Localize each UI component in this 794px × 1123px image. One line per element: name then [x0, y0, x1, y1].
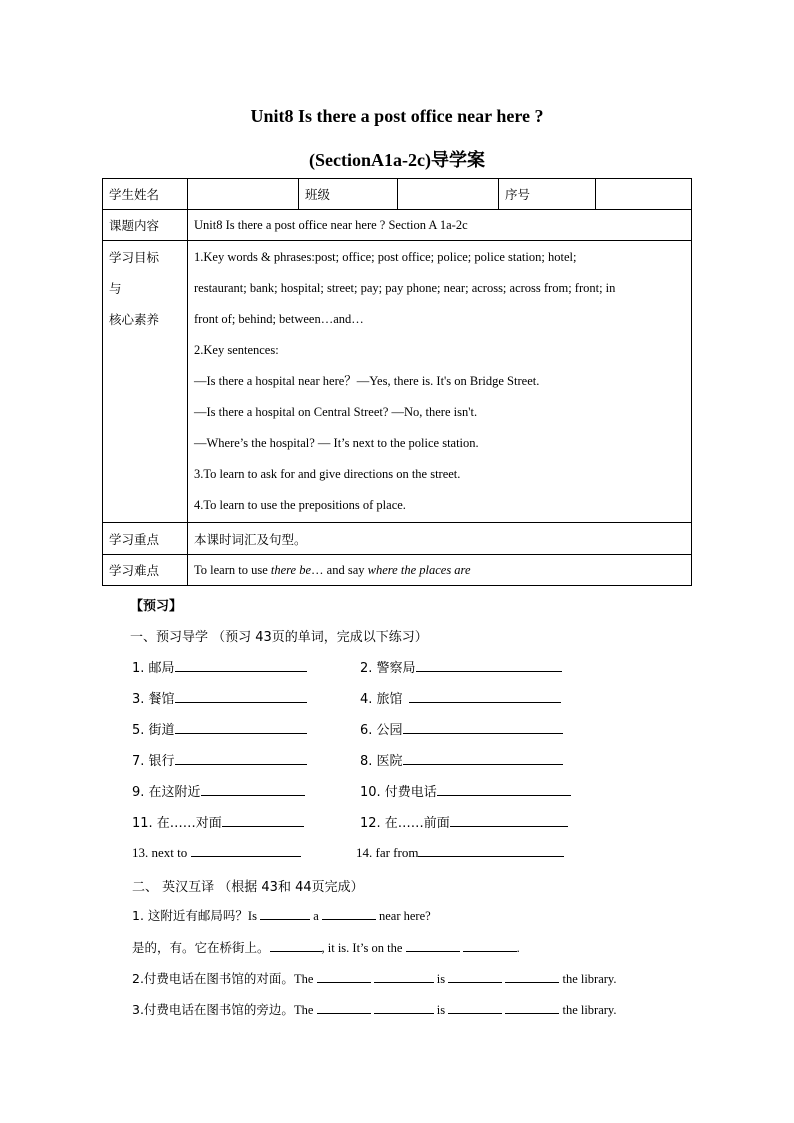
answer-blank[interactable] — [201, 783, 305, 796]
difficulty-label: 学习难点 — [103, 555, 188, 586]
goal-line: —Is there a hospital near here？—Yes, there is. It's on Bridge Street. — [194, 374, 540, 388]
vocab-item: 8. 医院 — [360, 750, 563, 769]
answer-blank[interactable] — [437, 783, 571, 796]
difficulty-text: … and say — [311, 562, 368, 577]
answer-blank[interactable] — [270, 939, 322, 952]
vocab-item: 7. 银行 — [132, 750, 307, 769]
exercise-text: the library. — [562, 1003, 617, 1017]
class-label: 班级 — [299, 179, 398, 210]
goals-content — [188, 241, 692, 523]
exercise-2 — [132, 938, 520, 956]
topic-value: Unit8 Is there a post office near here ? Section A 1a-2c — [188, 210, 692, 241]
answer-blank[interactable] — [175, 659, 307, 672]
vocab-item: 11. 在……对面 — [132, 812, 304, 831]
answer-blank[interactable] — [409, 690, 561, 703]
answer-blank[interactable] — [418, 844, 564, 857]
class-cell[interactable] — [398, 179, 499, 210]
vocab-item: 14. far from — [356, 844, 564, 861]
vocab-item: 9. 在这附近 — [132, 781, 305, 800]
seat-cell[interactable] — [596, 179, 692, 210]
difficulty-text: To learn to use — [194, 562, 271, 577]
table-row-difficulty — [103, 555, 692, 586]
info-table — [102, 178, 692, 586]
vocab-item: 6. 公园 — [360, 719, 563, 738]
focus-value: 本课时词汇及句型。 — [188, 523, 692, 555]
goal-line: 3.To learn to ask for and give directions on the street. — [194, 467, 461, 481]
goal-line: —Is there a hospital on Central Street? —No, there isn't. — [194, 405, 478, 419]
vocab-item: 10. 付费电话 — [360, 781, 571, 800]
exercise-3-cn: 2.付费电话在图书馆的对面。 — [132, 971, 294, 986]
difficulty-italic: where the places are — [367, 562, 471, 577]
exercise-4 — [132, 1000, 617, 1018]
exercise-text: , it is. It’s on the — [321, 941, 403, 955]
exercise-1 — [132, 906, 431, 924]
answer-blank[interactable] — [403, 721, 563, 734]
table-row-topic — [103, 210, 692, 241]
goal-line: front of; behind; between…and… — [194, 312, 364, 326]
title-line-1: Unit8 Is there a post office near here ? — [250, 106, 544, 126]
answer-blank[interactable] — [191, 844, 301, 857]
vocab-item: 12. 在……前面 — [360, 812, 568, 831]
answer-blank[interactable] — [322, 907, 376, 920]
difficulty-value — [188, 555, 692, 586]
answer-blank[interactable] — [260, 907, 310, 920]
goal-line: 4.To learn to use the prepositions of place. — [194, 498, 406, 512]
answer-blank[interactable] — [374, 1001, 434, 1014]
preview-heading: 【预习】 — [130, 599, 183, 614]
exercise-text: a — [313, 909, 319, 923]
table-row-focus — [103, 523, 692, 555]
answer-blank[interactable] — [175, 752, 307, 765]
vocab-item: 2. 警察局 — [360, 657, 562, 676]
exercise-4-cn: 3.付费电话在图书馆的旁边。 — [132, 1002, 294, 1017]
focus-label: 学习重点 — [103, 523, 188, 555]
goals-label — [103, 241, 188, 523]
exercise-1-cn: 1. 这附近有邮局吗？ — [132, 908, 248, 923]
exercise-text: the library. — [562, 972, 617, 986]
section-1-title: 一、预习导学 （预习 43页的单词，完成以下练习） — [130, 630, 428, 645]
answer-blank[interactable] — [406, 939, 460, 952]
goal-line: 2.Key sentences: — [194, 343, 279, 357]
exercise-3 — [132, 969, 617, 987]
vocab-item: 1. 邮局 — [132, 657, 307, 676]
exercise-text: The — [293, 972, 314, 986]
answer-blank[interactable] — [505, 1001, 559, 1014]
answer-blank[interactable] — [450, 814, 568, 827]
section-2-title: 二、 英汉互译 （根据 43和 44页完成） — [132, 880, 364, 895]
vocab-item: 5. 街道 — [132, 719, 307, 738]
title-line-2: (SectionA1a-2c)导学案 — [309, 150, 485, 170]
answer-blank[interactable] — [505, 970, 559, 983]
goals-label-line: 与 — [109, 281, 122, 296]
student-name-label: 学生姓名 — [103, 179, 188, 210]
answer-blank[interactable] — [448, 970, 502, 983]
exercise-text: . — [516, 941, 520, 955]
seat-label: 序号 — [499, 179, 596, 210]
goals-label-line: 核心素养 — [109, 312, 160, 327]
table-row-goals — [103, 241, 692, 523]
goal-line: restaurant; bank; hospital; street; pay; pay phone; near; across; across from; front; in — [194, 281, 616, 295]
exercise-text: Is — [247, 909, 257, 923]
answer-blank[interactable] — [403, 752, 563, 765]
answer-blank[interactable] — [222, 814, 304, 827]
answer-blank[interactable] — [175, 690, 307, 703]
goals-label-line: 学习目标 — [109, 250, 160, 265]
exercise-text: near here? — [379, 909, 431, 923]
exercise-text: is — [436, 972, 446, 986]
answer-blank[interactable] — [317, 1001, 371, 1014]
goal-line: —Where’s the hospital? — It’s next to the police station. — [194, 436, 479, 450]
answer-blank[interactable] — [374, 970, 434, 983]
vocab-item: 4. 旅馆 — [360, 688, 561, 707]
goal-line: 1.Key words & phrases:post; office; post office; police; police station; hotel; — [194, 250, 577, 264]
topic-label: 课题内容 — [103, 210, 188, 241]
student-name-cell[interactable] — [188, 179, 299, 210]
vocab-item: 13. next to — [132, 844, 301, 861]
answer-blank[interactable] — [317, 970, 371, 983]
answer-blank[interactable] — [463, 939, 517, 952]
exercise-text: is — [436, 1003, 446, 1017]
answer-blank[interactable] — [175, 721, 307, 734]
exercise-text: The — [293, 1003, 314, 1017]
difficulty-italic: there be — [270, 562, 312, 577]
table-row-student — [103, 179, 692, 210]
answer-blank[interactable] — [448, 1001, 502, 1014]
exercise-2-cn: 是的，有。它在桥街上。 — [132, 940, 270, 955]
vocab-item: 3. 餐馆 — [132, 688, 307, 707]
answer-blank[interactable] — [416, 659, 562, 672]
